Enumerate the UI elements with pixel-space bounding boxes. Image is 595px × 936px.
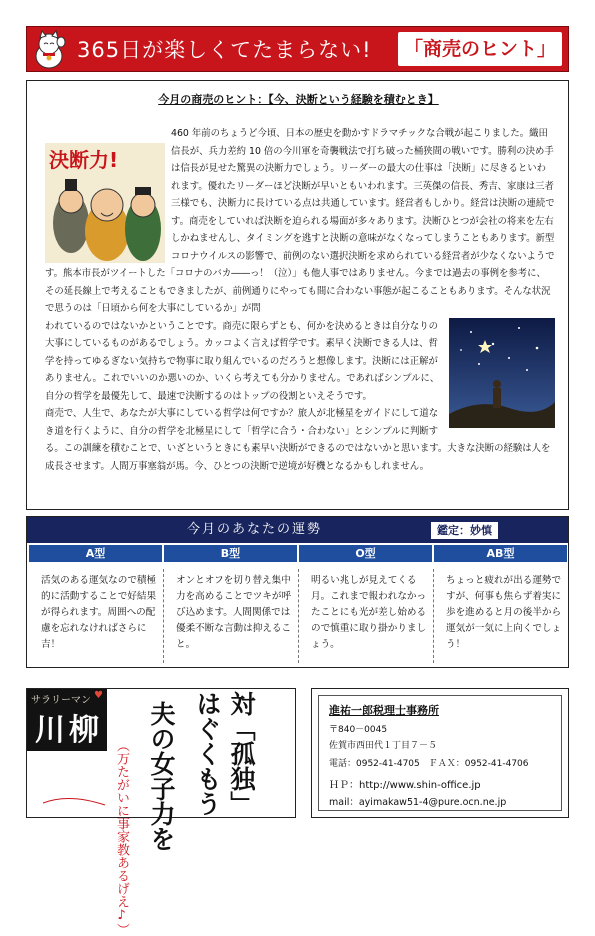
illus-caption: 決断力! <box>49 148 119 172</box>
fortune-header <box>27 517 568 543</box>
maneki-neko-icon <box>29 29 69 69</box>
office-postal: 〒840－0045 <box>329 725 388 735</box>
article-body <box>45 125 555 475</box>
office-info <box>311 688 569 818</box>
blood-type-tab-o: O型 <box>299 545 432 562</box>
samurai-illustration <box>45 143 165 263</box>
office-email-link[interactable]: mail：ayimakaw51-4@pure.ocn.ne.jp <box>329 797 507 808</box>
fortune-title: 今月のあなたの運勢 <box>187 522 323 537</box>
office-homepage-link[interactable]: ＨＰ：http://www.shin-office.jp <box>329 780 481 791</box>
blood-type-text-o: 明るい兆しが見えてくる月。これまで報われなかったことにも光が差し始めるので慎重に取り掛かりましょう。 <box>311 575 427 650</box>
header-banner <box>26 26 569 72</box>
article-box <box>26 80 569 510</box>
senryu-line-3: 夫の女子力を <box>147 701 176 851</box>
office-phone: 電話：0952-41-4705 ＦＡＸ：0952-41-4706 <box>329 759 529 769</box>
senryu-logo-small: サラリーマン <box>31 695 91 706</box>
article-paragraph-3: 商売で、人生で、あなたが大事にしている哲学は何ですか？旅人が北極星をガイドにして道なき道を行くように、自分の哲学を北極星にして「哲学に合う・合わない」とシンプルに判断する。この訓練を積むことで、いざというときにも素早い決断ができるのではないかと思います。大きな決断の経験は人を成長させます。人間万事塞翁が馬。今、ひとつの決断で逆境が好機となるかもしれません。 <box>45 408 551 472</box>
senryu-line-2: はぐくもう <box>193 691 222 816</box>
article-paragraph-2: われているのではないかということです。商売に限らずとも、何かを決めるときは自分なりの大事にしているものがあるでしょう。カッコよく言えば哲学です。素早く決断できる人は、哲学を持ってゆるぎない気持ちで物事に取り組んでいるのだろうと想像します。決断には正解がありません。これでいいのか悪いのか、いくら考えても分かりません。であればシンプルに、自分の哲学を最優先して、最速で決断するのはトップの役割といえそうです。 <box>45 320 440 402</box>
banner-title: 365日が楽しくてたまらない! <box>77 38 372 62</box>
starry-sky-illustration <box>449 318 555 428</box>
senryu-author: （万たがいに事家教あるげえ♪） <box>114 739 129 936</box>
blood-type-tab-ab: AB型 <box>434 545 567 562</box>
divider <box>163 569 165 663</box>
senryu-line-1: 対「孤独」 <box>227 691 256 816</box>
blood-type-tab-a: A型 <box>29 545 162 562</box>
blood-type-tab-b: B型 <box>164 545 297 562</box>
ink-brush-decoration <box>39 753 111 813</box>
office-name: 進祐一郎税理士事務所 <box>329 704 439 717</box>
senryu-section <box>26 688 296 936</box>
article-headline: 今月の商売のヒント：【今、決断という経験を積むとき】 <box>158 93 439 106</box>
fortune-section <box>26 516 569 668</box>
blood-type-text-b: オンとオフを切り替え集中力を高めることでツキが呼び込めます。人間関係では優柔不断な言動は抑えること。 <box>176 575 292 650</box>
senryu-logo-title: 川柳 <box>35 713 103 748</box>
heart-icon: ♥ <box>94 690 103 701</box>
office-address: 佐賀市西田代１丁目７－５ <box>329 741 438 751</box>
banner-tag: 「商売のヒント」 <box>398 32 562 66</box>
divider <box>433 569 435 663</box>
fortune-judge: 鑑定：妙慎 <box>431 522 498 539</box>
divider <box>298 569 300 663</box>
office-info-inner <box>318 695 562 811</box>
blood-type-text-ab: ちょっと疲れが出る運勢ですが、何事も焦らず着実に歩を進めると月の後半から運気が一気に上向くでしょう！ <box>446 575 562 650</box>
blood-type-text-a: 活気のある運気なので積極的に活動することで好結果が得られます。周囲への配慮を忘れなければさらに吉！ <box>41 575 157 650</box>
senryu-logo <box>27 689 107 751</box>
article-paragraph-1: 460 年前のちょうど今頃、日本の歴史を動かすドラマチックな合戦が起こりました。織田信長が、兵力差約 10 倍の今川軍を奇襲戦法で打ち破った桶狭間の戦いです。勝利の決め手は信長が見せた驚異の決断力でしょう。リーダーの最大の仕事は「決断」に尽きるといわれます。優れたリーダーほど決断が早いともいわれます。三英傑の信長、秀吉、家康は三者三様でも、決断力に長けている点は共通しています。経営者もしかり。経営は決断の連続です。商売をしていれば決断を迫られる場面が多々あります。決断ひとつが会社の将来を左右しかねませんし、タイミングを逃すと決断の意味がなくなってしまうこともあります。新型コロナウイルスの影響で、前例のない選択決断を求められている経営者が少なくないようです。熊本市長がツイートした「コロナのバカ――っ！（泣）」も他人事ではありません。今までは過去の事例を参考に、その延長線上で考えることもできましたが、前例通りにやっても間に合わない事態が起こることもあります。そんな状況で思うのは「日頃から何を大事にしているか」が問 <box>45 128 555 314</box>
